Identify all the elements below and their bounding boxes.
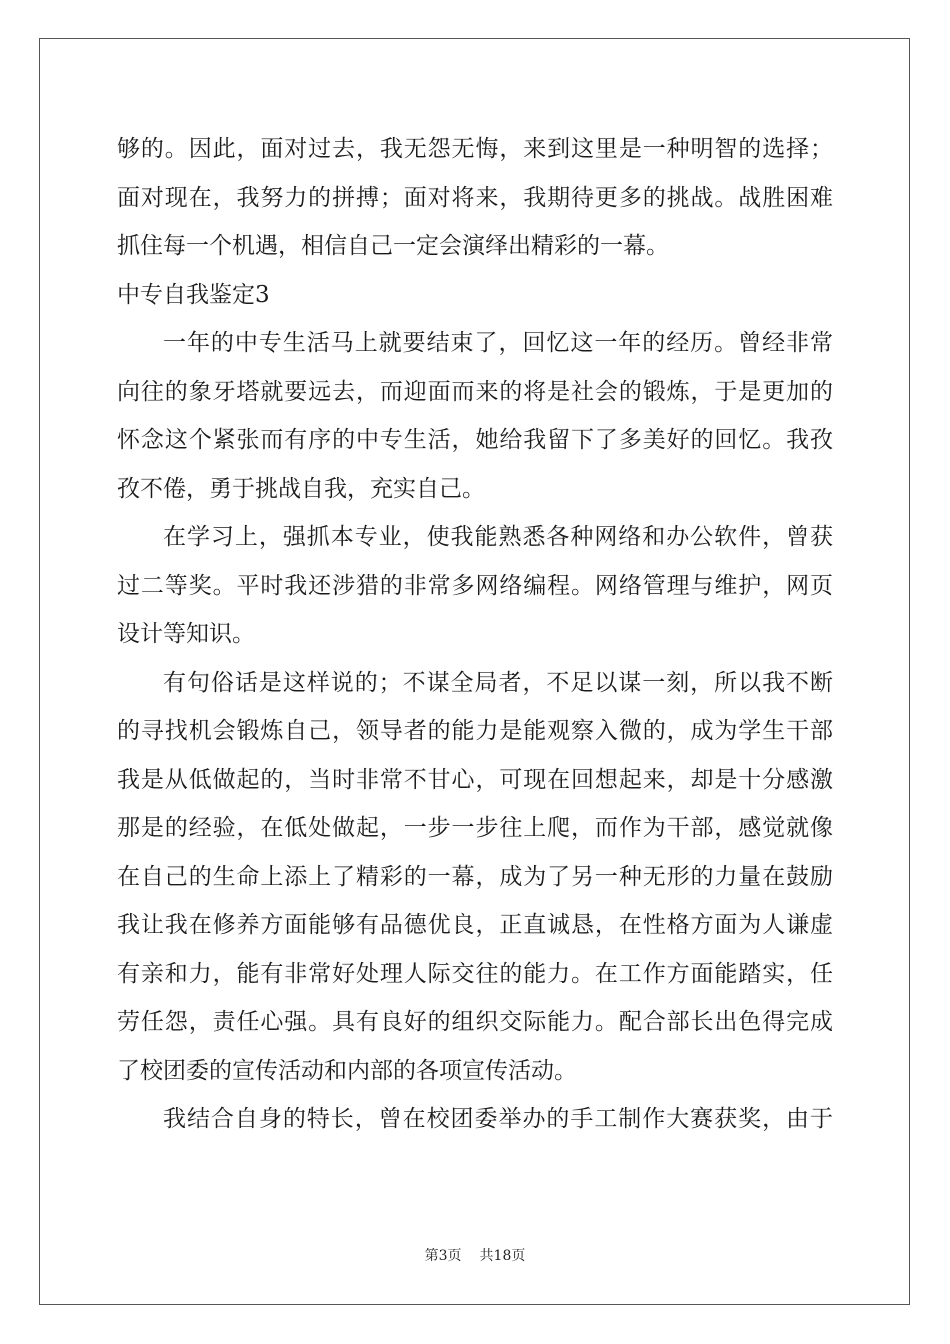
- text-line: 设计等知识。: [117, 621, 255, 647]
- text-line: 面对现在，我努力的拼搏；面对将来，我期待更多的挑战。战胜困难: [117, 184, 833, 211]
- text-line: 了校团委的宣传活动和内部的各项宣传活动。: [117, 1057, 577, 1084]
- text-line: 那是的经验，在低处做起，一步一步往上爬，而作为干部，感觉就像: [117, 815, 833, 841]
- paragraph-first-line: 我结合自身的特长，曾在校团委举办的手工制作大赛获奖，由于: [163, 1106, 833, 1132]
- text-line: 的寻找机会锻炼自己，领导者的能力是能观察入微的，成为学生干部: [117, 718, 833, 744]
- page-total: 共18页: [479, 1248, 526, 1264]
- text-line: 劳任怨，责任心强。具有良好的组织交际能力。配合部长出色得完成: [117, 1009, 833, 1035]
- text-line: 抓住每一个机遇，相信自己一定会演绎出精彩的一幕。: [117, 233, 669, 259]
- text-line: 怀念这个紧张而有序的中专生活，她给我留下了多美好的回忆。我孜: [117, 427, 833, 453]
- text-line: 够的。因此，面对过去，我无怨无悔，来到这里是一种明智的选择；: [117, 136, 833, 162]
- section-heading: 中专自我鉴定3: [117, 281, 270, 308]
- page-number: 第3页: [424, 1248, 462, 1264]
- paragraph-first-line: 在学习上，强抓本专业，使我能熟悉各种网络和办公软件，曾获: [163, 524, 833, 550]
- text-line: 我是从低做起的，当时非常不甘心，可现在回想起来，却是十分感激: [117, 766, 833, 793]
- text-line: 向往的象牙塔就要远去，而迎面而来的将是社会的锻炼，于是更加的: [117, 378, 833, 405]
- text-line: 孜不倦，勇于挑战自我，充实自己。: [117, 475, 485, 502]
- paragraph-first-line: 有句俗话是这样说的；不谋全局者，不足以谋一刻，所以我不断: [163, 669, 833, 696]
- page-footer: [0, 1246, 950, 1266]
- paragraph-first-line: 一年的中专生活马上就要结束了，回忆这一年的经历。曾经非常: [163, 330, 833, 356]
- text-line: 我让我在修养方面能够有品德优良，正直诚恳，在性格方面为人谦虚: [117, 912, 833, 938]
- text-line: 有亲和力，能有非常好处理人际交往的能力。在工作方面能踏实，任: [117, 960, 833, 987]
- document-body: [117, 125, 833, 1144]
- text-line: 在自己的生命上添上了精彩的一幕，成为了另一种无形的力量在鼓励: [117, 863, 833, 890]
- text-line: 过二等奖。平时我还涉猎的非常多网络编程。网络管理与维护，网页: [117, 572, 833, 599]
